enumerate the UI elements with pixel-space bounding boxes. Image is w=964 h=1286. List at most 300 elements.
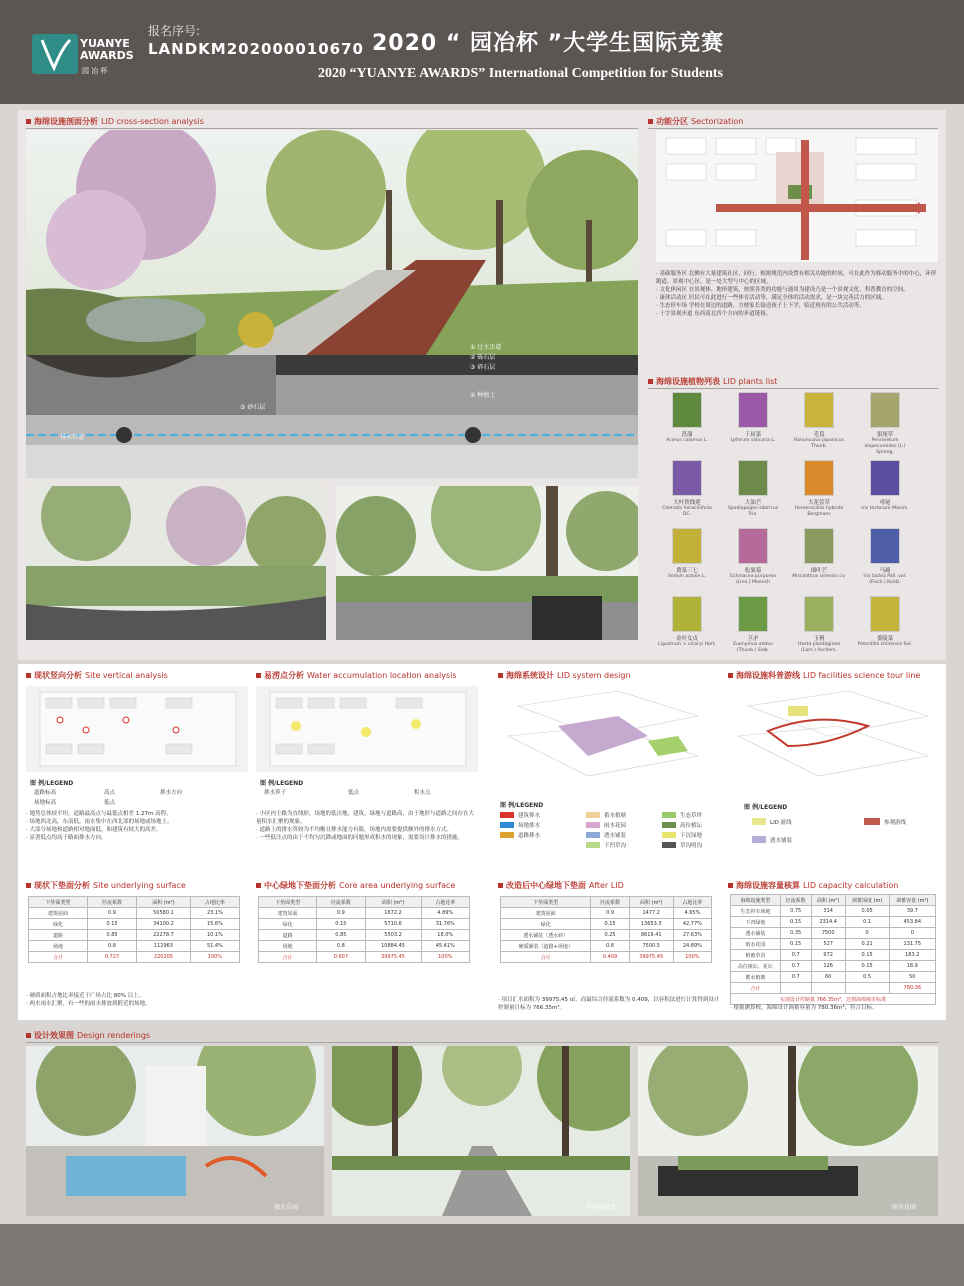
plant-item [856,596,914,648]
poster-title-cn: 2020 “ 园冶杯 ”大学生国际竞赛 [372,31,725,56]
plant-name-en: Ranunculus japonicus Thunb. [794,438,844,449]
table-cell: 高位植坛、花坛 [731,961,781,972]
logo-cn: 园 冶 杯 [82,67,108,75]
table-row [731,917,936,928]
plant-name-cn: 狼尾草 [876,432,894,438]
section-label-5: ⑤ 砂石层 [240,404,266,411]
legend-item: 积水点 [414,790,431,796]
rendering-1 [26,1046,324,1216]
table-cell: 道路 [29,930,88,941]
legend-swatch [500,832,514,838]
plant-name-en: Sedum aizoon L. [667,574,707,579]
legend-item: 低点 [104,800,116,806]
section-label-6: 排水管道 [60,434,85,441]
legend-item: 排水方向 [160,790,183,796]
legend-swatch [500,812,514,818]
table-cell: 0 [889,928,935,939]
section-title-water: 易涝点分析 Water accumulation location analysis [256,670,457,681]
table-cell: 0.727 [87,952,136,963]
plant-item [724,392,782,444]
plant-item [658,392,716,444]
table-header: 占地比率 [421,897,470,908]
table-cell: 0.75 [780,906,811,917]
table-cell: 39.7 [889,906,935,917]
legend-swatch [752,818,766,825]
table-header: 径流系数 [87,897,136,908]
sector-map [656,130,938,262]
plant-photo [672,392,702,428]
table-row [501,941,712,952]
legend-item: 下凹草沟 [604,843,627,849]
core-table [258,896,470,963]
section-title-renderings: 设计效果图 Design renderings [26,1030,150,1041]
rendering-caption: 雨水花园 [892,1204,917,1211]
table-cell: 道路 [259,930,317,941]
table-cell: 0.1 [845,917,889,928]
table-header: 占地比率 [673,897,711,908]
section-label-1: ① 过水步道 [470,344,502,351]
lid-section-image-3 [336,486,638,640]
table-header-row [501,897,712,908]
section-title-sector: 功能分区 Sectorization [648,116,743,127]
plant-photo [672,528,702,564]
underlying-table [28,896,240,963]
plant-name-en: Spodiopogon sibiricus Trin. [727,506,779,517]
plant-item [658,460,716,518]
plant-name-en: Potentilla chinensis Ser. [857,642,913,647]
table-cell: 50 [889,972,935,983]
after-notes: · 项目汇水面积为 39975.45 ㎡，而最综合径流系数为 0.409，以容积法进行计算得到设计控制量目标为 766.35m³。 [498,997,720,1011]
plant-name-en: Ligustrum × vicaryi Hort. [658,642,716,647]
table-cell: 0.21 [845,939,889,950]
legend-item: 道路标高 [34,790,57,796]
legend-item: LID 游线 [770,820,792,826]
legend-title: 图 例/LEGEND [260,780,304,787]
plant-photo [738,460,768,496]
table-cell: 527 [811,939,845,950]
section-title-lid: 海绵设施剖面分析 LID cross-section analysis [26,116,204,127]
tour-diagram [728,686,938,790]
table-row [731,939,936,950]
legend-item: 道路排水 [518,833,541,839]
legend-item: 低点 [348,790,360,796]
plant-item [790,392,848,450]
table-cell: 0.85 [87,930,136,941]
capacity-table [730,894,936,1005]
plant-name-cn: 玉簪 [813,636,825,642]
plant-photo [672,596,702,632]
sector-text-4: · 生态停车场 学校在周边的道路，方便家长接送孩子上下学，临近现有的公共活动等。 [656,303,865,309]
plant-name-cn: 毛茛 [813,432,825,438]
table-cell: 0.8 [591,941,629,952]
table-cell [845,983,889,994]
legend-item: 场地标高 [34,800,57,806]
table-cell: 0.25 [591,930,629,941]
table-row [501,908,712,919]
rendering-3 [638,1046,938,1216]
section-label-2: ② 砾石层 [470,354,496,361]
plant-name-cn: 卫矛 [747,636,759,642]
section-title-plants: 海绵设施植物列表 LID plants list [648,376,777,387]
table-cell: 1672.2 [365,908,421,919]
plant-item [724,596,782,654]
table-cell: 植被草沟 [731,950,781,961]
sector-description [656,270,938,318]
table-cell: 透水铺装 [731,928,781,939]
plant-name-en: Clematis heracleifolia DC. [662,506,712,517]
table-header: 径流系数 [780,895,811,906]
table-cell: 2314.4 [811,917,845,928]
section-title-core: 中心绿地下垫面分析 Core area underlying surface [256,880,455,891]
table-header: 占地比率 [190,897,239,908]
plant-photo [870,596,900,632]
plant-photo [738,596,768,632]
table-row [731,928,936,939]
table-cell: 27.63% [673,930,711,941]
table-cell: 场地 [29,941,88,952]
table-header: 面积 (m²) [365,897,421,908]
table-cell: 112963 [137,941,191,952]
table-cell: 42.77% [673,919,711,930]
plant-item [790,596,848,654]
table-header: 径流系数 [591,897,629,908]
table-cell: 0.7 [780,950,811,961]
section-title-vertical: 现状竖向分析 Site vertical analysis [26,670,168,681]
plant-item [790,528,848,580]
table-row [29,919,240,930]
plant-name-en: Iris tectorum Maxim. [861,506,909,511]
table-cell: 7500.5 [629,941,673,952]
plant-name-en: Hosta plantaginea (Lam.) Aschers. [797,642,840,653]
table-cell: 雨水花园 [731,939,781,950]
legend-item: 透水铺装 [604,833,627,839]
plant-name-cn: 费菜三七 [675,568,698,574]
table-header-row [259,897,470,908]
plant-name-en: Hemerocallis hybrida Bergmans [794,506,844,517]
rendering-caption: 老林幽径道 [586,1204,617,1211]
after-grid [500,896,712,963]
legend-item: 草沟明沟 [680,843,703,849]
table-cell: 绿化 [501,919,591,930]
legend-item: 高位植坛 [680,823,703,829]
table-cell: 39975.45 [629,952,673,963]
table-total-row [259,952,470,963]
section-label-4: ④ 种植土 [470,392,496,399]
table-header: 径流系数 [317,897,365,908]
table-cell: 透水铺装（透水砖） [501,930,591,941]
legend-swatch [662,812,676,818]
table-cell: 0.409 [591,952,629,963]
plant-item [856,392,914,456]
section-title-tour: 海绵设施科普游线 LID facilities science tour line [728,670,920,681]
table-cell: 0.5 [845,972,889,983]
table-row [731,972,936,983]
plant-photo [804,460,834,496]
table-cell: 场地 [259,941,317,952]
table-header: 面积 (m²) [629,897,673,908]
table-cell: 0.05 [845,906,889,917]
table-cell: 8619.41 [629,930,673,941]
legend-swatch [586,842,600,848]
table-cell: 100% [673,952,711,963]
table-cell: 建筑屋面 [501,908,591,919]
table-cell: 15.6% [190,919,239,930]
water-map [256,686,478,772]
table-cell: 5503.2 [365,930,421,941]
registration-number: LANDKM202000010670 [148,40,364,58]
table-cell: 0.35 [780,928,811,939]
table-cell: 34100.2 [137,919,191,930]
poster-header [0,0,964,104]
table-cell: 4.65% [673,908,711,919]
table-cell: 22278.7 [137,930,191,941]
plant-name-en: Miscanthus sinensis cv. [792,574,846,579]
table-cell: 18.9 [889,961,935,972]
table-cell: 13653.3 [629,919,673,930]
table-cell: 0 [845,928,889,939]
table-cell: 5710.6 [365,919,421,930]
plant-item [790,460,848,518]
legend-swatch [662,822,676,828]
table-cell: 4.89% [421,908,470,919]
table-header-row [731,895,936,906]
plant-item [856,460,914,512]
table-cell: 220205 [137,952,191,963]
table-row [259,908,470,919]
plant-item [658,528,716,580]
plant-photo [804,596,834,632]
table-cell: 24.89% [673,941,711,952]
sector-text-2: · 文化休闲区 在景观体、地形建筑，按照各类的功能与通用为建设乃是一个景观文化、科普教育的空间。 [656,287,909,293]
plant-photo [804,528,834,564]
table-summary: 实现设计控制量 766.35m³，达到海绵城市标准 [731,994,936,1005]
poster-footer [0,1224,964,1286]
plant-photo [804,392,834,428]
plant-name-cn: 大花萱草 [807,500,830,506]
table-cell: 0.15 [845,950,889,961]
plant-name-cn: 委陵菜 [876,636,894,642]
divider [648,128,938,129]
logo-wordmark: YUANYE AWARDS [80,37,134,62]
capacity-grid [730,894,936,1005]
underlying-grid [28,896,240,963]
yuanye-logo [32,34,78,74]
legend-item: 雨水花园 [604,823,627,829]
table-total-row [731,983,936,994]
vertical-map [26,686,248,772]
table-cell: 0.15 [87,919,136,930]
table-row [731,906,936,917]
table-header: 面积 (m²) [811,895,845,906]
table-cell: 建筑屋面 [29,908,88,919]
plant-name-cn: 大叶铁线莲 [673,500,701,506]
registration-label: 报名序号: [148,24,201,38]
legend-swatch [864,818,880,825]
poster-title-en: 2020 “YUANYE AWARDS” International Competition for Students [318,66,723,81]
legend-item: 生态草坪 [680,813,703,819]
table-cell [780,983,811,994]
table-cell: 18.0% [421,930,470,941]
table-cell: 0.15 [780,939,811,950]
table-cell: 生态停车场地 [731,906,781,917]
table-row [501,930,712,941]
legend-item: 高点 [104,790,116,796]
legend-swatch [752,836,766,843]
table-cell: 31.76% [421,919,470,930]
legend-swatch [500,822,514,828]
table-row [29,941,240,952]
table-cell: 0.7 [780,972,811,983]
legend-item: 排水箅子 [264,790,287,796]
section-title-underlying: 现状下垫面分析 Site underlying surface [26,880,186,891]
table-row [29,908,240,919]
vertical-notes: · 地势总体较平坦，道路最高点与最低点相差 1.27m 高程。 · 场地西北高，东南低，雨水集中在西北部的场地或场地上。 · 大部分场地和道路相对地面低，和建筑有较大的高差。 · 显著低点均高于路面排水方向。 [26,811,173,841]
plant-item [856,528,914,586]
table-row [259,941,470,952]
table-cell: 合计 [29,952,88,963]
table-cell: 51.4% [190,941,239,952]
plant-name-en: Iris lactea Pall. var. (Fisch.) Koidz. [863,574,907,585]
sector-text-3: · 康体活动区 居民可在此进行一些体育活动等，满足全体的活动需求，是一块完善活力的区域。 [656,295,887,301]
table-cell: 合计 [259,952,317,963]
table-row [501,919,712,930]
core-grid [258,896,470,963]
table-cell: 780.36 [889,983,935,994]
plant-item [724,460,782,518]
table-cell: 合计 [501,952,591,963]
table-row [29,930,240,941]
plant-name-cn: 菖蒲 [681,432,693,438]
table-cell: 45.41% [421,941,470,952]
table-cell: 硬质铺装（道路+场地） [501,941,591,952]
table-cell: 453.84 [889,917,935,928]
section-title-capacity: 海绵设施容量核算 LID capacity calculation [728,880,898,891]
table-cell: 0.15 [845,961,889,972]
plant-photo [672,460,702,496]
table-cell: 0.607 [317,952,365,963]
table-cell: 0.9 [87,908,136,919]
table-row [259,919,470,930]
section-label-3: ③ 碎石层 [470,364,496,371]
water-notes: · 小区内主路为直线形，场地的低洼地、建筑、绿地与道路高，由于地形与道路之间存在大量积水汇聚的现象。 · 道路上的排水箅较为不均衡且排水能力有限，场地内需要提供额外的排水方式。 · 一些低洼点的由于不均匀沉降或地面的问题形成积水的现象，需要设计排水的措施。 [256,811,474,841]
plant-name-en: Lythrum salicaria L. [730,438,776,443]
table-header: 调蓄容量 (m³) [889,895,935,906]
plant-photo [738,392,768,428]
plant-name-en: Euonymus alatus (Thunb.) Sieb. [733,642,773,653]
table-cell: 7500 [811,928,845,939]
legend-item: 建筑排水 [518,813,541,819]
table-total-row [501,952,712,963]
legend-swatch [586,822,600,828]
table-cell: 0.8 [87,941,136,952]
plant-item [658,596,716,648]
legend-swatch [586,832,600,838]
table-row [731,950,936,961]
divider [26,1042,938,1043]
legend-swatch [586,812,600,818]
plant-photo [870,392,900,428]
plant-name-cn: 大油芒 [744,500,762,506]
lid-section-image-2 [26,486,326,640]
table-cell: 10.1% [190,930,239,941]
plant-photo [738,528,768,564]
table-cell: 100% [190,952,239,963]
table-cell [811,983,845,994]
legend-title: 图 例/LEGEND [744,804,788,811]
table-cell: 126 [811,961,845,972]
legend-item: 透水铺装 [770,838,793,844]
table-cell: 合计 [731,983,781,994]
rendering-caption: 探水乐园 [274,1204,299,1211]
legend-item: 蓄水植塘 [604,813,627,819]
table-cell: 60 [811,972,845,983]
table-cell: 建筑屋面 [259,908,317,919]
underlying-notes: · 硬质面积占地比率接近于广场占比 80% 以上。 · 两水雨水汇聚，有一些的雨水排放到附近的场地。 [26,993,151,1007]
table-cell: 0.9 [591,908,629,919]
legend-item: 下沉绿地 [680,833,703,839]
plant-name-cn: 金叶女贞 [675,636,698,642]
table-cell: 0.8 [317,941,365,952]
table-cell: 100% [421,952,470,963]
table-cell: 183.2 [889,950,935,961]
table-cell: 23.1% [190,908,239,919]
plant-name-en: Pennisetum alopecuroides (L.) Spreng. [864,438,906,455]
table-summary-row [731,994,936,1005]
table-total-row [29,952,240,963]
plant-name-en: Acorus calamus L. [666,438,708,443]
table-header: 下垫面类型 [501,897,591,908]
table-cell: 绿化 [259,919,317,930]
table-cell: 下凹绿地 [731,917,781,928]
table-cell: 131.75 [889,939,935,950]
table-cell: 绿化 [29,919,88,930]
table-cell: 0.15 [317,919,365,930]
table-cell: 蓄水植塘 [731,972,781,983]
table-header: 调蓄深度 (m) [845,895,889,906]
table-cell: 39975.45 [365,952,421,963]
table-header: 面积 (m²) [137,897,191,908]
plant-name-en: Echinacea purpurea (Linn.) Moench [730,574,776,585]
divider [648,388,938,389]
table-cell: 972 [811,950,845,961]
legend-swatch [662,842,676,848]
table-row [259,930,470,941]
table-cell: 0.7 [780,961,811,972]
table-header: 下垫面类型 [29,897,88,908]
plant-name-cn: 松果菊 [744,568,762,574]
capacity-notes: · 根据测算校，海绵设计调蓄容量为 780.36m³，符合目标。 [730,1005,878,1011]
plant-photo [870,528,900,564]
plant-name-cn: 细叶芒 [810,568,828,574]
after-table [500,896,712,963]
table-cell: 10884.45 [365,941,421,952]
table-cell: 0.15 [780,917,811,928]
divider [26,128,638,129]
sector-text-1: · 基础服务区 北侧有大量建筑社区，同行。根据规范内设置有相关功能的时间，可在此作为移动服务中的中心，环形跑道、景观中心区，是一处大型与中心的区域。 [656,271,937,285]
section-title-after: 改造后中心绿地下垫面 After LID [498,880,624,891]
legend-item: 参观游线 [884,820,907,826]
plant-photo [870,460,900,496]
rendering-2 [332,1046,630,1216]
table-cell: 0.15 [591,919,629,930]
plant-name-cn: 千屈菜 [744,432,762,438]
legend-title: 图 例/LEGEND [30,780,74,787]
system-diagram [498,686,710,790]
sector-text-5: · 十字景观步道 东西南北四个方向的步道链接。 [656,311,772,317]
plant-name-cn: 鸢尾 [879,500,891,506]
table-header: 海绵设施类型 [731,895,781,906]
table-cell: 0.9 [317,908,365,919]
